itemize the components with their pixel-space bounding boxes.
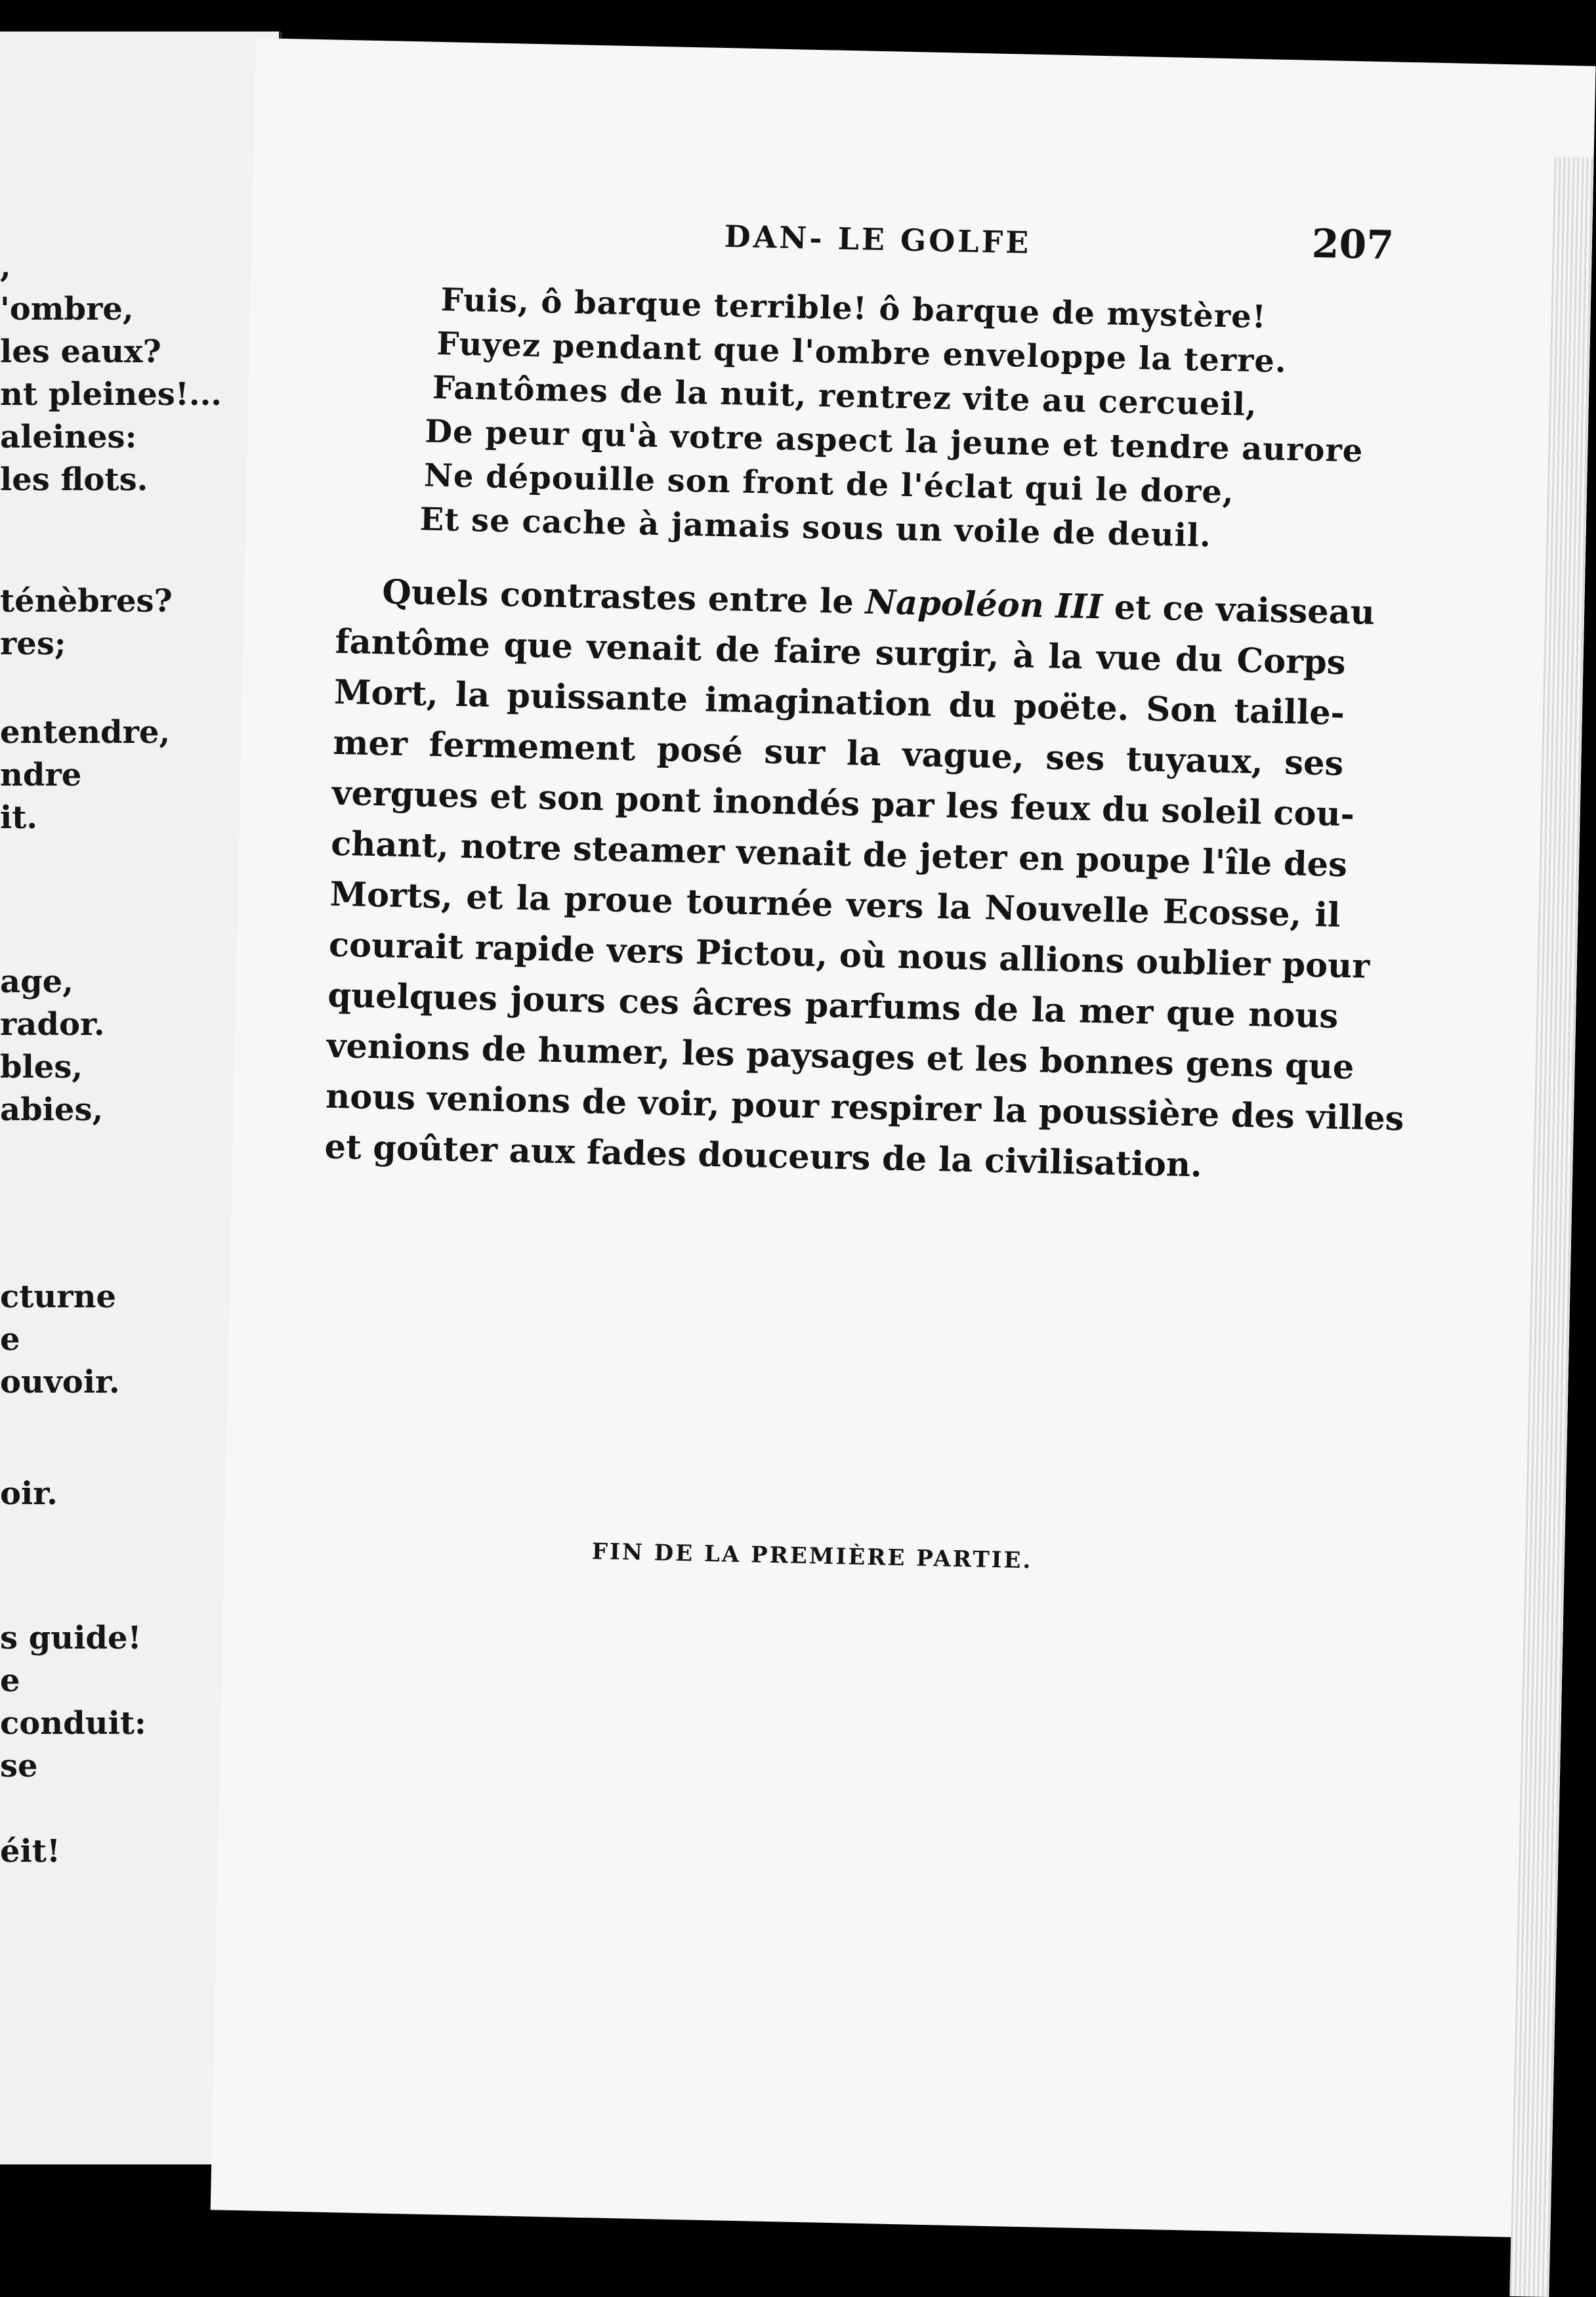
verse-line: Ne dépouille son front de l'éclat qui le dore, xyxy=(423,457,1235,511)
left-page-line: éit! xyxy=(0,1833,61,1870)
left-page-line: s guide! xyxy=(0,1620,142,1656)
left-page-line: , xyxy=(0,248,11,285)
verse-line: Fuis, ô barque terrible! ô barque de mystère! xyxy=(440,281,1267,336)
prose-after-ship: et ce vaisseau xyxy=(1114,587,1376,633)
left-page-line: ouvoir. xyxy=(0,1364,120,1401)
left-page-line: cturne xyxy=(0,1278,117,1315)
left-page-line: abies, xyxy=(0,1091,104,1128)
verse-line: Et se cache à jamais sous un voile de deuil. xyxy=(419,501,1212,555)
page-edges xyxy=(1509,157,1593,2297)
prose-line: venions de humer, les paysages et les bonnes gens que xyxy=(326,1026,1354,1087)
verse-line: De peur qu'à votre aspect la jeune et tendre aurore xyxy=(424,413,1364,470)
prose-line: fantôme que venait de faire surgir, à la vue du Corps xyxy=(335,622,1347,683)
left-page-line: res; xyxy=(0,625,66,662)
prose-line: nous venions de voir, pour respirer la poussière des villes xyxy=(325,1076,1404,1139)
left-page-line: e xyxy=(0,1321,20,1358)
prose-intro: Quels contrastes entre le xyxy=(381,572,854,622)
running-head: DAN- LE GOLFE xyxy=(724,219,1032,261)
left-page-line: rador. xyxy=(0,1006,105,1043)
left-page-line: nt pleines!... xyxy=(0,376,222,413)
end-note: FIN DE LA PREMIÈRE PARTIE. xyxy=(591,1538,1033,1574)
page-number: 207 xyxy=(1311,221,1395,269)
prose-line: Mort, la puissante imagination du poëte. Son taille- xyxy=(333,672,1345,733)
prose-line: Morts, et la proue tournée vers la Nouvelle Ecosse, il xyxy=(329,874,1341,935)
prose-line: mer fermement posé sur la vague, ses tuyaux, ses xyxy=(332,723,1344,784)
left-page-line: it. xyxy=(0,799,38,836)
left-page-line: bles, xyxy=(0,1049,83,1085)
left-page-line: oir. xyxy=(0,1475,58,1512)
left-page-line: ténèbres? xyxy=(0,583,173,620)
left-page-line: age, xyxy=(0,963,74,1000)
prose-first-line xyxy=(381,572,1376,633)
verse-line: Fuyez pendant que l'ombre enveloppe la terre. xyxy=(436,325,1288,380)
prose-line: courait rapide vers Pictou, où nous allions oublier pour xyxy=(328,925,1370,986)
left-page-line: les flots. xyxy=(0,461,148,498)
left-page-line: les eaux? xyxy=(0,333,161,370)
right-page xyxy=(211,38,1596,2238)
prose-line: et goûter aux fades douceurs de la civilisation. xyxy=(324,1127,1203,1185)
left-page-line: 'ombre, xyxy=(0,291,134,327)
prose-line: quelques jours ces âcres parfums de la mer que nous xyxy=(327,975,1339,1036)
left-page-line: aleines: xyxy=(0,419,137,455)
left-page-line: ndre xyxy=(0,757,82,793)
left-page-line: entendre, xyxy=(0,714,171,751)
ship-name: Napoléon III xyxy=(864,582,1103,627)
prose-line: vergues et son pont inondés par les feux du soleil cou- xyxy=(331,773,1355,835)
verse-line: Fantômes de la nuit, rentrez vite au cercueil, xyxy=(432,369,1258,424)
left-page-line: conduit: xyxy=(0,1705,146,1742)
left-page-line: e xyxy=(0,1662,20,1699)
left-page-line: se xyxy=(0,1748,38,1784)
prose-line: chant, notre steamer venait de jeter en poupe l'île des xyxy=(330,824,1348,885)
